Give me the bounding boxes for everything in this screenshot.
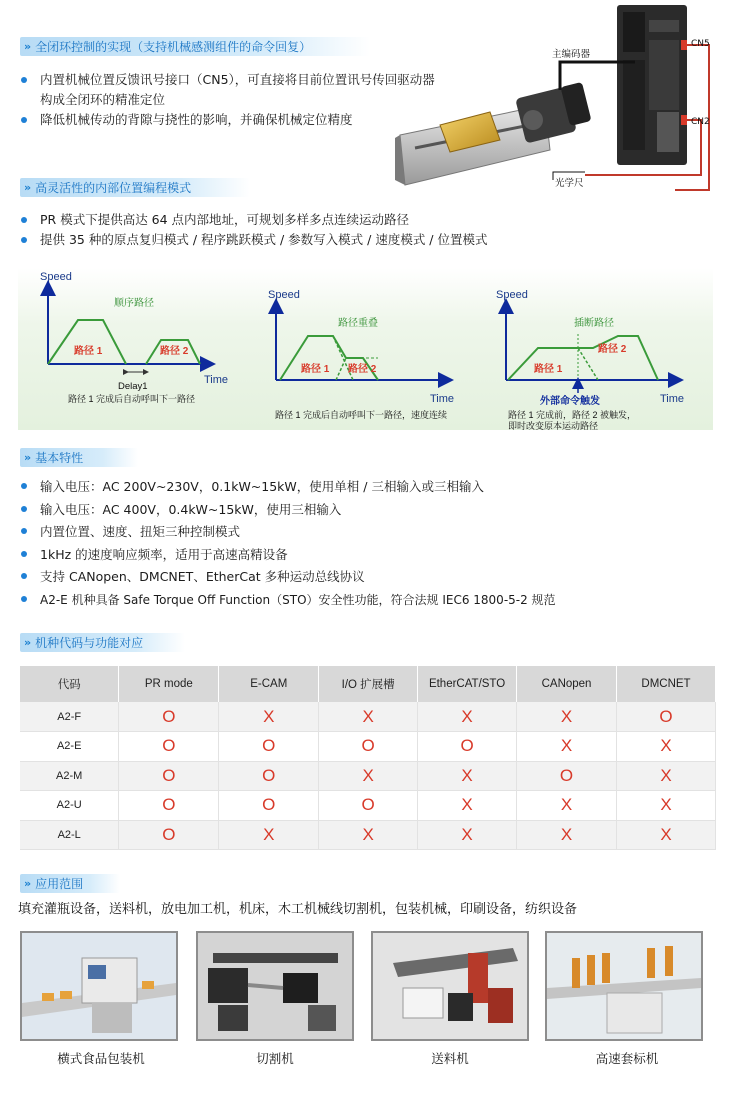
table-row bbox=[20, 791, 716, 821]
time-axis-label: Time bbox=[430, 393, 455, 405]
table-cell: O bbox=[219, 732, 319, 762]
cutting-machine-image bbox=[196, 931, 354, 1041]
path-2-label: 路径 2 bbox=[348, 364, 377, 375]
section-heading-closed-loop bbox=[20, 37, 370, 56]
cn2-port bbox=[681, 115, 687, 125]
speed-axis-label: Speed bbox=[496, 289, 528, 301]
table-cell: O bbox=[119, 820, 219, 850]
bullet-item: 输入电压：AC 200V~230V，0.1kW~15kW，使用单相 / 三相输入或三相输入 bbox=[18, 476, 556, 499]
encoder-label: 主编码器 bbox=[552, 49, 591, 60]
app-caption: 高速套标机 bbox=[595, 1051, 659, 1066]
diagram-title: 顺序路径 bbox=[114, 298, 154, 309]
table-cell: O bbox=[219, 761, 319, 791]
table-cell: X bbox=[219, 820, 319, 850]
section-title: 高灵活性的内部位置编程模式 bbox=[35, 181, 192, 195]
table-cell: O bbox=[119, 791, 219, 821]
trigger-label: 外部命令触发 bbox=[540, 396, 600, 407]
time-axis-label: Time bbox=[204, 374, 229, 386]
model-code-cell: A2-U bbox=[20, 791, 119, 821]
diagram-note: 路径 1 完成后自动呼叫下一路径 bbox=[68, 394, 196, 404]
diagram-overlap-path bbox=[268, 289, 454, 421]
diagram-title: 插断路径 bbox=[574, 318, 614, 329]
path-2-label: 路径 2 bbox=[598, 344, 627, 355]
servo-motor bbox=[515, 82, 591, 144]
table-cell: O bbox=[119, 761, 219, 791]
model-code-cell: A2-E bbox=[20, 732, 119, 762]
table-cell: X bbox=[319, 702, 418, 732]
table-cell: O bbox=[319, 791, 418, 821]
bullet-item: 输入电压：AC 400V，0.4kW~15kW，使用三相输入 bbox=[18, 499, 556, 522]
bullet-item: 内置机械位置反馈讯号接口（CN5），可直接将目前位置讯号传回驱动器 构成全闭环的精准定位 bbox=[18, 70, 435, 110]
path-1-label: 路径 1 bbox=[74, 346, 103, 357]
table-header-cell: E-CAM bbox=[219, 666, 319, 702]
table-header-cell: DMCNET bbox=[617, 666, 716, 702]
table-cell: X bbox=[617, 820, 716, 850]
bullet-item: 提供 35 种的原点复归模式 / 程序跳跃模式 / 参数写入模式 / 速度模式 / 位置模式 bbox=[18, 230, 488, 250]
section-title: 基本特性 bbox=[35, 451, 84, 465]
closed-loop-illustration bbox=[395, 0, 730, 200]
cn5-port bbox=[681, 40, 687, 50]
bullet-item: 内置位置、速度、扭矩三种控制模式 bbox=[18, 521, 556, 544]
section-heading-model-codes bbox=[20, 633, 185, 652]
section-heading-applications bbox=[20, 874, 120, 893]
table-cell: X bbox=[319, 820, 418, 850]
servo-drive bbox=[617, 5, 687, 165]
delay-label: Delay1 bbox=[118, 381, 148, 392]
table-row bbox=[20, 702, 716, 732]
table-cell: X bbox=[517, 702, 617, 732]
diagram-note: 路径 1 完成前，路径 2 被触发， bbox=[508, 410, 637, 420]
table-cell: X bbox=[617, 732, 716, 762]
diagram-title: 路径重叠 bbox=[338, 318, 378, 329]
table-header-cell: CANopen bbox=[517, 666, 617, 702]
bullet-item: 降低机械传动的背隙与挠性的影响，并确保机械定位精度 bbox=[18, 110, 435, 130]
chevron-right-icon: » bbox=[24, 451, 32, 464]
pr-mode-bullets bbox=[18, 210, 488, 250]
basic-feature-bullets bbox=[18, 476, 556, 611]
table-header-row bbox=[20, 666, 716, 702]
table-cell: O bbox=[219, 791, 319, 821]
table-header-cell: PR mode bbox=[119, 666, 219, 702]
app-caption: 横式食品包装机 bbox=[57, 1051, 145, 1066]
table-cell: O bbox=[319, 732, 418, 762]
chevron-right-icon: » bbox=[24, 877, 32, 890]
table-row bbox=[20, 820, 716, 850]
table-cell: X bbox=[517, 732, 617, 762]
table-header-cell: EtherCAT/STO bbox=[418, 666, 517, 702]
table-cell: O bbox=[119, 702, 219, 732]
table-header-cell: I/O 扩展槽 bbox=[319, 666, 418, 702]
chevron-right-icon: » bbox=[24, 636, 32, 649]
speed-axis-label: Speed bbox=[268, 289, 300, 301]
app-caption: 送料机 bbox=[431, 1051, 469, 1066]
labeling-machine-image bbox=[545, 931, 703, 1041]
model-code-cell: A2-F bbox=[20, 702, 119, 732]
table-row bbox=[20, 732, 716, 762]
scale-label: 光学尺 bbox=[555, 178, 584, 189]
table-row bbox=[20, 761, 716, 791]
table-header-cell: 代码 bbox=[20, 666, 119, 702]
table-cell: X bbox=[319, 761, 418, 791]
table-cell: O bbox=[418, 732, 517, 762]
diagram-interrupt-path bbox=[496, 289, 684, 430]
cn2-label: CN2 bbox=[691, 117, 710, 127]
bullet-item: 1kHz 的速度响应频率，适用于高速高精设备 bbox=[18, 544, 556, 567]
section-heading-pr-mode bbox=[20, 178, 250, 197]
path-1-label: 路径 1 bbox=[301, 364, 330, 375]
table-cell: X bbox=[617, 791, 716, 821]
section-title: 全闭环控制的实现（支持机械感测组件的命令回复） bbox=[35, 40, 312, 54]
model-code-cell: A2-L bbox=[20, 820, 119, 850]
table-cell: X bbox=[517, 791, 617, 821]
section-title: 机种代码与功能对应 bbox=[35, 636, 144, 650]
section-title: 应用范围 bbox=[35, 877, 84, 891]
table-cell: X bbox=[418, 820, 517, 850]
application-list: 填充灌瓶设备，送料机，放电加工机，机床，木工机械线切割机，包装机械，印刷设备，纺织设备 bbox=[18, 902, 578, 917]
speed-diagrams bbox=[18, 268, 713, 430]
model-code-cell: A2-M bbox=[20, 761, 119, 791]
path-2-label: 路径 2 bbox=[160, 346, 189, 357]
chevron-right-icon: » bbox=[24, 181, 32, 194]
table-cell: X bbox=[617, 761, 716, 791]
time-axis-label: Time bbox=[660, 393, 685, 405]
cn5-label: CN5 bbox=[691, 39, 710, 49]
path-1-label: 路径 1 bbox=[534, 364, 563, 375]
table-cell: X bbox=[418, 761, 517, 791]
diagram-sequential-path bbox=[40, 271, 228, 404]
section-heading-basic-features bbox=[20, 448, 138, 467]
table-cell: X bbox=[418, 791, 517, 821]
table-cell: O bbox=[119, 732, 219, 762]
table-cell: O bbox=[617, 702, 716, 732]
bullet-item: PR 模式下提供高达 64 点内部地址，可规划多样多点连续运动路径 bbox=[18, 210, 488, 230]
app-caption: 切割机 bbox=[256, 1051, 294, 1066]
chevron-right-icon: » bbox=[24, 40, 32, 53]
model-function-table bbox=[20, 666, 716, 850]
bullet-item: A2-E 机种具备 Safe Torque Off Function（STO）安全性功能，符合法规 IEC6 1800-5-2 规范 bbox=[18, 589, 556, 612]
table-cell: X bbox=[219, 702, 319, 732]
food-packaging-machine-image bbox=[20, 931, 178, 1041]
table-cell: X bbox=[517, 820, 617, 850]
bullet-item: 支持 CANopen、DMCNET、EtherCat 多种运动总线协议 bbox=[18, 566, 556, 589]
table-cell: O bbox=[517, 761, 617, 791]
feeder-machine-image bbox=[371, 931, 529, 1041]
table-cell: X bbox=[418, 702, 517, 732]
diagram-note: 即时改变原本运动路径 bbox=[508, 421, 599, 430]
speed-axis-label: Speed bbox=[40, 271, 72, 283]
diagram-note: 路径 1 完成后自动呼叫下一路径，速度连续 bbox=[275, 410, 448, 420]
closed-loop-bullets bbox=[18, 70, 435, 130]
